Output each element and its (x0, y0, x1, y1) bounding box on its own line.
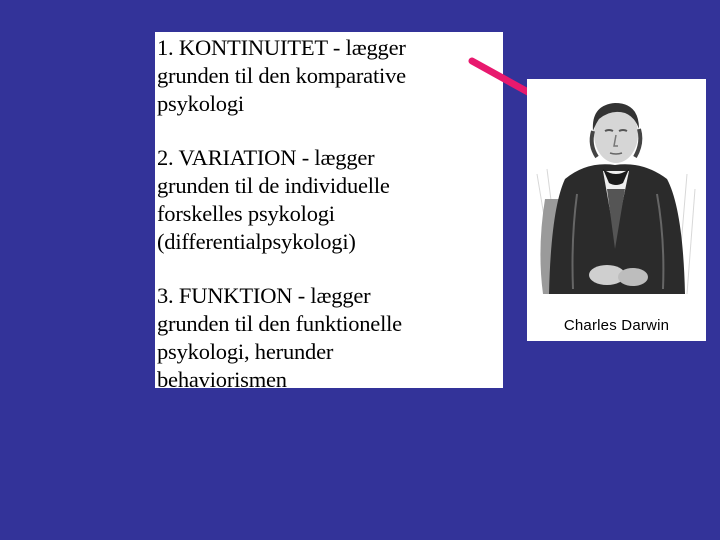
portrait-caption: Charles Darwin (563, 317, 670, 334)
point-variation: 2. VARIATION - lægger grunden til de individuelle forskelles psykologi (differentialpsykologi) (157, 145, 390, 254)
portrait-frame (527, 79, 706, 341)
darwin-portrait-icon (527, 79, 706, 311)
point-function: 3. FUNKTION - lægger grunden til den funktionelle psykologi, herunder behaviorismen (157, 283, 402, 392)
text-box (155, 32, 503, 392)
point-continuity: 1. KONTINUITET - lægger grunden til den komparative psykologi (157, 35, 406, 116)
